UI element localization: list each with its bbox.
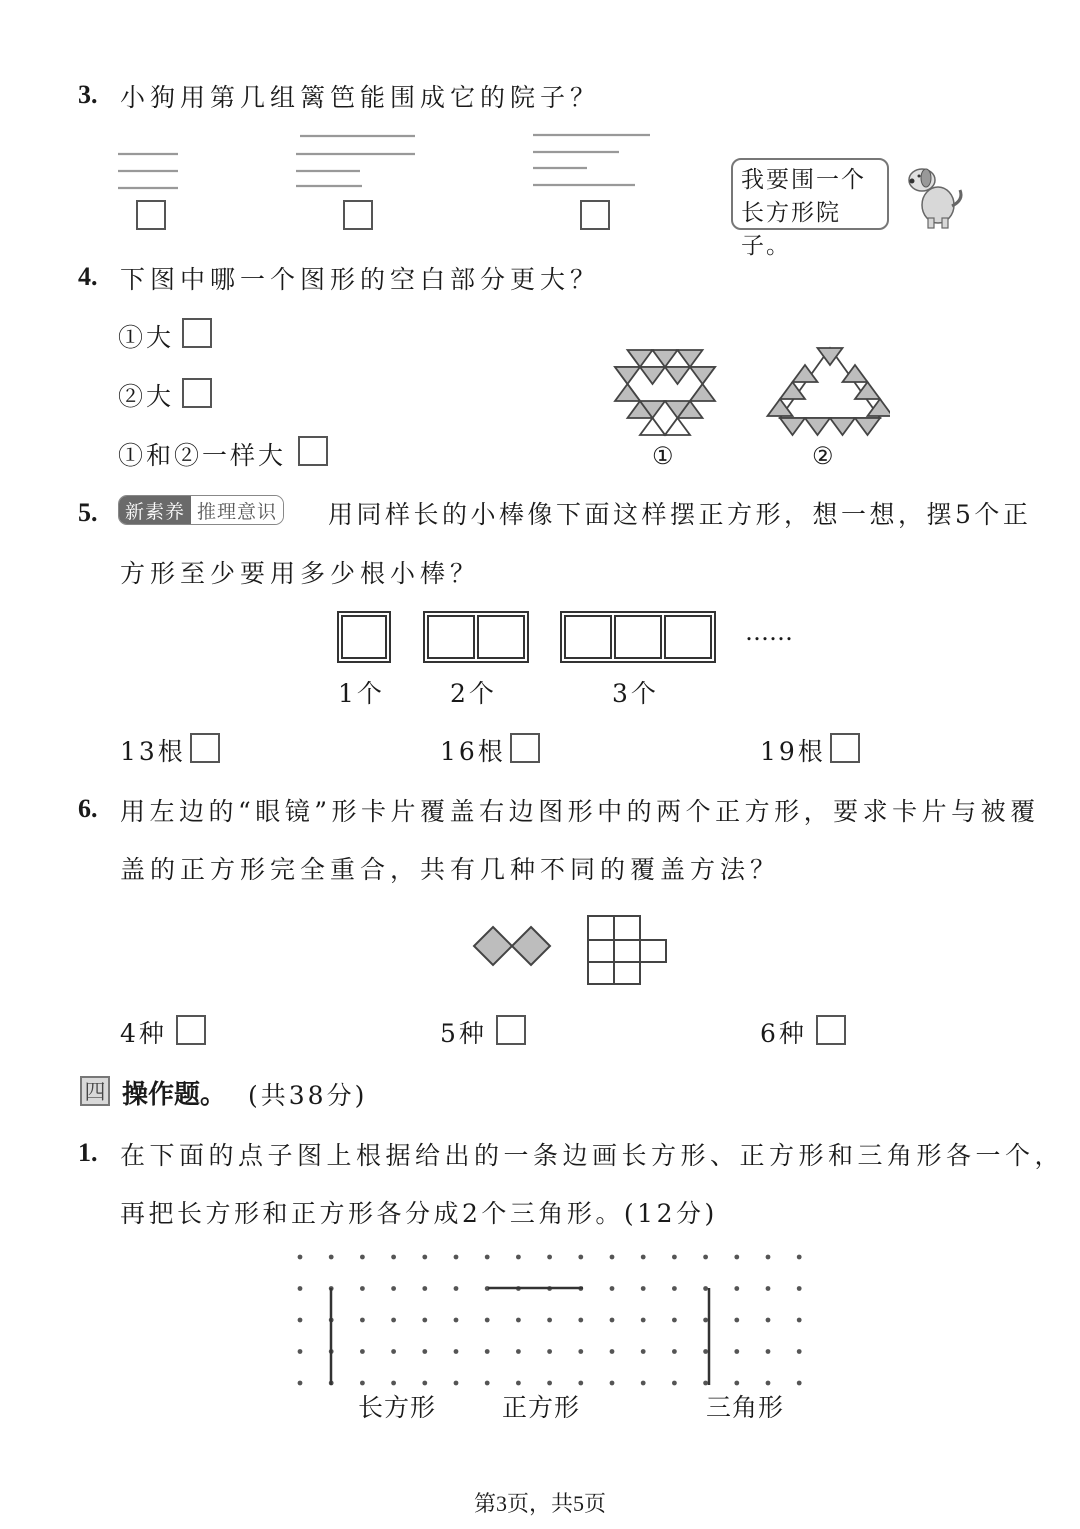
grid-dot [672,1286,677,1291]
grid-dot [641,1255,646,1260]
q5-ellipsis: …… [745,618,793,646]
squares-3c [663,614,713,660]
q5-option-1: 13根 [120,737,186,766]
grid-dot [578,1318,583,1323]
op1-label-triangle: 三角形 [706,1393,785,1422]
grid-dot [516,1255,521,1260]
q6-text-line-2: 盖的正方形完全重合，共有几种不同的覆盖方法？ [120,855,781,884]
figure-2 [768,348,891,435]
fence-group-3 [533,135,650,185]
grid-dot [360,1318,365,1323]
q5-number: 5. [78,498,98,527]
q4-figure-label-2: ② [812,442,837,470]
q4-number: 4. [78,262,98,291]
grid-dot [485,1381,490,1386]
q4-answer-box-1[interactable] [182,318,212,348]
q5-answer-box-2[interactable] [510,733,540,763]
op1-label-rectangle: 长方形 [358,1393,437,1422]
grid-dot [703,1318,708,1323]
grid-dot [298,1349,303,1354]
grid-dot [454,1318,459,1323]
dog-icon [900,160,970,230]
section-4-icon: 四 [80,1076,110,1106]
grid-dot [485,1318,490,1323]
grid-dot [766,1381,771,1386]
q3-text: 小狗用第几组篱笆能围成它的院子？ [120,83,601,112]
grid-dot [391,1255,396,1260]
fence-group-1 [118,154,178,188]
grid-dot [547,1318,552,1323]
fence-group-2 [296,136,415,186]
q6-answer-box-1[interactable] [176,1015,206,1045]
grid-dot [797,1286,802,1291]
grid-dot [298,1286,303,1291]
q5-figure-label-3: 3个 [612,679,659,708]
grid-dot [641,1381,646,1386]
grid-dot [298,1318,303,1323]
grid-dot [766,1255,771,1260]
q5-figure-label-1: 1个 [338,679,385,708]
q4-answer-box-2[interactable] [182,378,212,408]
q6-answer-box-3[interactable] [816,1015,846,1045]
grid-dot [703,1255,708,1260]
grid-dot [516,1349,521,1354]
grid-dot [766,1286,771,1291]
q4-figure-label-1: ① [652,442,677,470]
grid-dot [422,1349,427,1354]
grid-dot [298,1255,303,1260]
section-4-score: (共38分) [248,1081,368,1110]
grid-dot [422,1381,427,1386]
grid-dot [422,1286,427,1291]
grid-dot [329,1255,334,1260]
q6-answer-box-2[interactable] [496,1015,526,1045]
q5-badge [118,495,284,525]
q4-text: 下图中哪一个图形的空白部分更大？ [120,265,601,294]
literacy-badge [118,495,284,525]
squares-3a [563,614,613,660]
figure-1 [615,350,715,435]
dot-grid-figure [290,1250,820,1395]
grid-dot [360,1349,365,1354]
grid-dot [516,1381,521,1386]
q5-option-2: 16根 [440,737,506,766]
q6-option-1: 4种 [120,1019,167,1048]
grid-dot [391,1381,396,1386]
q5-figure-label-2: 2个 [450,679,497,708]
grid-dot [391,1286,396,1291]
grid-dot [703,1349,708,1354]
page-footer: 第3页，共5页 [473,1491,606,1516]
grid-dot [578,1255,583,1260]
op1-text-line-1: 在下面的点子图上根据给出的一条边画长方形、正方形和三角形各一个， [120,1141,1065,1170]
grid-dot [797,1381,802,1386]
speech-line-1: 我要围一个 [741,167,866,193]
dot-grid [298,1255,802,1386]
grid-dot [391,1318,396,1323]
grid-dot [454,1286,459,1291]
grid-dot [797,1349,802,1354]
grid-dot [360,1381,365,1386]
grid-dot [672,1318,677,1323]
q6-option-3: 6种 [760,1019,807,1048]
grid-dot [360,1286,365,1291]
grid-dot [734,1318,739,1323]
section-4-title: 操作题。 [122,1080,227,1110]
grid-dot [734,1255,739,1260]
grid-dot [485,1255,490,1260]
grid-dot [672,1349,677,1354]
q4-option-1: ①大 [118,323,175,352]
grid-dot [766,1349,771,1354]
q5-answer-box-1[interactable] [190,733,220,763]
q6-text-line-1: 用左边的“眼镜”形卡片覆盖右边图形中的两个正方形，要求卡片与被覆 [120,797,1040,826]
grid-dot [797,1255,802,1260]
q4-option-2: ②大 [118,382,175,411]
q6-option-2: 5种 [440,1019,487,1048]
grid-dot [485,1349,490,1354]
q6-number: 6. [78,794,98,823]
grid-dot [610,1381,615,1386]
q4-answer-box-3[interactable] [298,436,328,466]
q3-answer-box-2[interactable] [343,200,373,230]
q4-shapes-figure [610,340,890,440]
q5-answer-box-3[interactable] [830,733,860,763]
q3-answer-box-3[interactable] [580,200,610,230]
op1-number: 1. [78,1138,98,1167]
grid-dot [672,1255,677,1260]
op1-text-line-2: 再把长方形和正方形各分成2个三角形。(12分) [120,1199,718,1228]
grid-dot [610,1255,615,1260]
grid-dot [454,1381,459,1386]
grid-dot [360,1255,365,1260]
q5-text-line-1: 用同样长的小棒像下面这样摆正方形，想一想，摆5个正 [328,500,1032,529]
grid-dot [703,1381,708,1386]
q4-option-3: ①和②一样大 [118,441,287,470]
grid-dot [547,1349,552,1354]
fence-groups-figure [110,125,670,195]
grid-dot [298,1381,303,1386]
grid-dot [610,1286,615,1291]
grid-dot [734,1286,739,1291]
grid-dot [734,1381,739,1386]
grid-dot [641,1349,646,1354]
grid-dot [703,1286,708,1291]
badge-sub: 推理意识 [191,496,283,524]
grid-dot [641,1286,646,1291]
cross-shape [588,916,666,984]
squares-3b [613,614,663,660]
grid-dot [797,1318,802,1323]
grid-dot [422,1255,427,1260]
grid-dot [454,1349,459,1354]
speech-line-2: 长方形院子。 [741,200,841,259]
q5-text-line-2: 方形至少要用多少根小棒？ [120,559,481,588]
grid-dot [391,1349,396,1354]
grid-dot [672,1381,677,1386]
grid-dot [578,1381,583,1386]
squares-1-group [340,614,388,660]
grid-dot [454,1255,459,1260]
grid-dot [547,1255,552,1260]
grid-dot [422,1318,427,1323]
op1-label-square: 正方形 [502,1393,581,1422]
squares-2b [476,614,526,660]
dog-speech-bubble [731,158,889,259]
glasses-card [474,927,550,965]
q5-option-3: 19根 [760,737,826,766]
squares-2a [426,614,476,660]
q3-answer-box-1[interactable] [136,200,166,230]
grid-dot [734,1349,739,1354]
grid-dot [547,1381,552,1386]
badge-main: 新素养 [119,496,191,524]
grid-dot [641,1318,646,1323]
q6-figure [470,912,680,992]
grid-dot [766,1318,771,1323]
grid-dot [516,1318,521,1323]
grid-dot [578,1349,583,1354]
q3-number: 3. [78,80,98,109]
grid-dot [610,1349,615,1354]
grid-dot [610,1318,615,1323]
